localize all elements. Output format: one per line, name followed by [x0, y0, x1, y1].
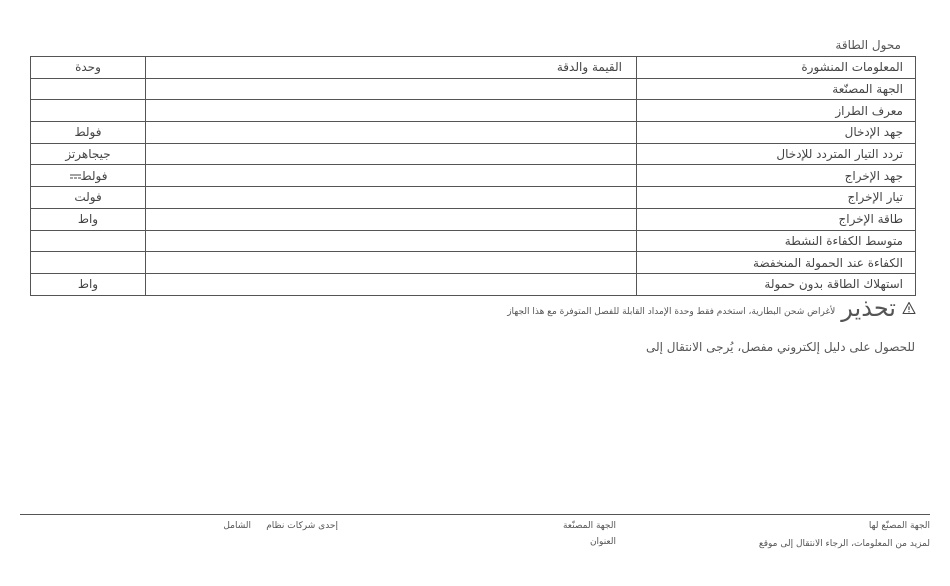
- row-unit: واط: [31, 273, 146, 295]
- row-value: [146, 208, 637, 230]
- footer-manufacturer-label: الجهة المصنّع لها: [868, 521, 930, 531]
- table-row: [31, 100, 916, 122]
- footer-address-label: العنوان: [589, 537, 616, 547]
- warning-text: لأغراض شحن البطارية، استخدم فقط وحدة الإمداد القابلة للفصل المتوفرة مع هذا الجهاز: [507, 307, 836, 317]
- row-unit: [31, 78, 146, 100]
- table-row: [31, 78, 916, 100]
- table-row: [31, 165, 916, 187]
- row-name: تيار الإخراج: [637, 187, 916, 209]
- header-unit: وحدة: [31, 57, 146, 79]
- row-name: تردد التيار المتردد للإدخال: [637, 143, 916, 165]
- footer-company-note: إحدى شركات نظام: [266, 521, 338, 531]
- footer-maker-label: الجهة المصنّعة: [562, 521, 616, 531]
- row-name: الجهة المصنّعة: [637, 78, 916, 100]
- document-title: محول الطاقة: [835, 38, 901, 52]
- footer-comprehensive: الشامل: [223, 521, 251, 531]
- header-published-info: المعلومات المنشورة: [637, 57, 916, 79]
- table-row: [31, 230, 916, 252]
- header-value-accuracy: القيمة والدقة: [146, 57, 637, 79]
- row-unit-with-dc: [31, 165, 146, 187]
- row-name: معرف الطراز: [637, 100, 916, 122]
- table-row: [31, 122, 916, 144]
- warning-triangle-icon: [902, 301, 916, 315]
- warning-block: [507, 294, 916, 322]
- row-name: الكفاءة عند الحمولة المنخفضة: [637, 252, 916, 274]
- row-unit: [31, 100, 146, 122]
- row-name: جهد الإخراج: [637, 165, 916, 187]
- power-adapter-spec-table: [30, 56, 916, 296]
- table-row: [31, 252, 916, 274]
- row-value: [146, 165, 637, 187]
- row-value: [146, 122, 637, 144]
- row-name: استهلاك الطاقة بدون حمولة: [637, 273, 916, 295]
- row-unit: واط: [31, 208, 146, 230]
- table-header-row: [31, 57, 916, 79]
- dc-symbol-icon: [70, 174, 81, 179]
- table-row: [31, 273, 916, 295]
- row-name: متوسط الكفاءة النشطة: [637, 230, 916, 252]
- row-value: [146, 143, 637, 165]
- row-value: [146, 100, 637, 122]
- footer-divider: [20, 514, 930, 515]
- row-value: [146, 273, 637, 295]
- row-value: [146, 78, 637, 100]
- manual-instruction: للحصول على دليل إلكتروني مفصل، يُرجى الانتقال إلى: [645, 340, 915, 354]
- row-value: [146, 187, 637, 209]
- table-row: [31, 208, 916, 230]
- footer-more-info: لمزيد من المعلومات، الرجاء الانتقال إلى موقع: [758, 539, 930, 549]
- row-unit: فولط: [80, 168, 108, 183]
- table-row: [31, 143, 916, 165]
- table-row: [31, 187, 916, 209]
- row-unit: [31, 230, 146, 252]
- row-name: طاقة الإخراج: [637, 208, 916, 230]
- warning-title: تحذير: [841, 294, 896, 322]
- row-unit: فولت: [31, 187, 146, 209]
- row-unit: [31, 252, 146, 274]
- row-unit: جيجاهرتز: [31, 143, 146, 165]
- row-name: جهد الإدخال: [637, 122, 916, 144]
- row-value: [146, 252, 637, 274]
- row-value: [146, 230, 637, 252]
- row-unit: فولط: [31, 122, 146, 144]
